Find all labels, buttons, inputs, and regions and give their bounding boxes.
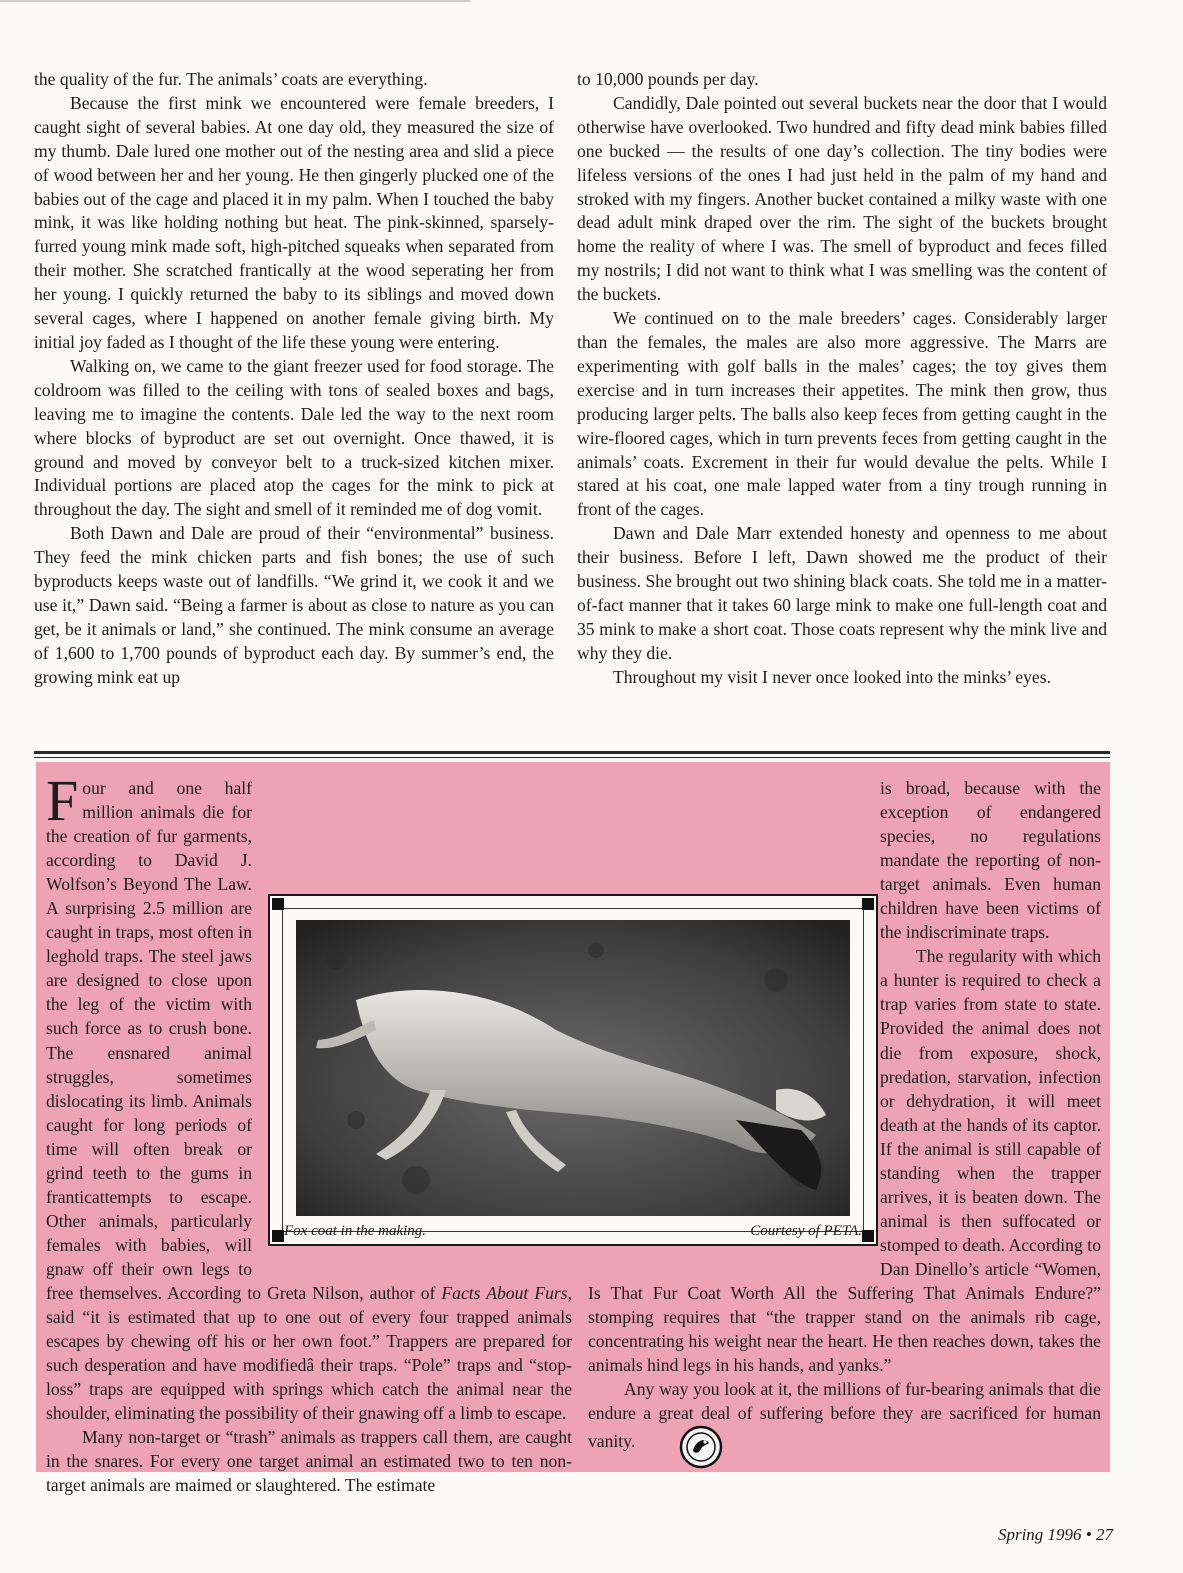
article-paragraph: Candidly, Dale pointed out several buckets near the door that I would otherwise have overlooked. Two hundred and fifty dead mink babies filled one bucked — the results of one day’s collection. The tiny bodies were lifeless versions of the ones I had just held in the palm of my hand and stroked with my fingers. Another bucket contained a milky waste with one dead adult mink draped over the rim. The sight of the buckets brought home the reality of where I was. The smell of byproduct and feces filled my nostrils; I did not want to think what I was smelling was the content of the buckets. (577, 92, 1107, 305)
article-column-left (34, 68, 554, 690)
article-paragraph: We continued on to the male breeders’ cages. Considerably larger than the females, the males are also more aggressive. The Marrs are experimenting with golf balls in the males’ cages; the toy gives them exercise and in turn increases their appetites. The mink then grow, thus producing larger pelts. The balls also keep feces from getting caught in the wire-floored cages, which in turn prevents feces from getting caught in the animals’ coats. Excrement in their fur would devalue the pelts. While I stared at his coat, one male lapped water from a tiny trough running in front of the cages. (577, 308, 1107, 520)
article-paragraph: the quality of the fur. The animals’ coats are everything. (34, 69, 428, 89)
frame-corner-ornament (272, 898, 284, 910)
sidebar-paragraph: Many non-target or “trash” animals as trappers call them, are caught in the snares. For every one target animal an estimated two to ten non-target animals are maimed or slaughtered. The estimate (46, 1427, 572, 1496)
magazine-logo-icon (643, 1425, 687, 1469)
article-paragraph: Both Dawn and Dale are proud of their “environmental” business. They feed the mink chicken parts and fish bones; the use of such byproducts keeps waste out of landfills. “We grind it, we cook it and we use it,” Dawn said. “Being a farmer is about as close to nature as you can get, be it animals or land,” she continued. The mink consume an average of 1,600 to 1,700 pounds of byproduct each day. By summer’s end, the growing mink eat up (34, 523, 554, 687)
article-paragraph: Dawn and Dale Marr extended honesty and openness to me about their business. Before I left, Dawn showed me the product of their business. She brought out two shining black coats. She told me in a matter-of-fact manner that it takes 60 large mink to make one full-length coat and 35 mink to make a short coat. Those coats represent why the mink live and why they die. (577, 523, 1107, 663)
frame-corner-ornament (862, 1230, 874, 1242)
drop-cap: F (46, 768, 79, 833)
sidebar-text: Any way you look at it, the millions of fur-bearing animals that die endure a great deal of suffering before they are sacrificed for human vanity. (588, 1379, 1101, 1452)
article-column-right (577, 68, 1107, 690)
article-paragraph: Because the first mink we encountered were female breeders, I caught sight of several babies. At one day old, they measured the size of my thumb. Dale lured one mother out of the nesting area and slid a piece of wood between her and her young. He then gingerly plucked one of the babies out of the cage and placed it in my palm. When I touched the baby mink, it was like holding nothing but heat. The pink-skinned, sparsely-furred young mink made soft, high-pitched squeaks when separated from their mother. She scratched frantically at the wood seperating her from her young. I quickly returned the baby to its siblings and moved down several cages, where I happened on another female giving birth. My initial joy faded as I thought of the life these young were entering. (34, 92, 554, 352)
article-paragraph: to 10,000 pounds per day. (577, 69, 759, 89)
frame-corner-ornament (862, 898, 874, 910)
section-divider (34, 751, 1110, 754)
article-paragraph: Throughout my visit I never once looked into the minks’ eyes. (613, 666, 1051, 687)
sidebar-paragraph (588, 1377, 1101, 1469)
sidebar-paragraph: The regularity with which a hunter is required to check a trap varies from state to state. Provided the animal does not die from exposure, shock, predation, starvation, infection or dehydration, it will meet death at the hands of its captor. If the animal is still capable of standing when the trapper arrives, it is beaten down. The animal is then suffocated or stomped to death. According to Dan Dinello’s article “Women, Is That Fur Coat Worth All the Suffering That Animals Endure?” stomping requires that “the trapper stand on the animals rib cage, concentrating his weight near the heart. He then reaches down, takes the animals hind legs in his hands, and yanks.” (588, 946, 1101, 1376)
sidebar-paragraph: is broad, because with the exception of endangered species, no regulations mandate the reporting of non-target animals. Even human children have been victims of the indiscriminate traps. (880, 778, 1101, 943)
section-divider-thin (34, 757, 1110, 758)
page-footer: Spring 1996 • 27 (997, 1525, 1113, 1544)
top-edge-line (0, 0, 470, 2)
sidebar-text: , said “it is estimated that up to one out of every four trapped animals escapes by chewing off his or her own foot.” Trappers are prepared for such desperation and have modifiedâ their traps. “Pole” traps and “stop-loss” traps are equipped with springs which catch the animal near the shoulder, eliminating the possibility of their gnawing off a limb to escape. (46, 1282, 572, 1424)
skinned-fox-photo (296, 920, 850, 1216)
fur-trapping-sidebar (36, 762, 1110, 1496)
photo-credit: Courtesy of PETA. (750, 1223, 862, 1239)
photo-caption: Fox coat in the making. (284, 1223, 427, 1239)
frame-corner-ornament (272, 1230, 284, 1242)
sidebar-text: our and one half million animals die for the creation of fur garments, according to David J. Wolfson’s Beyond The Law. A surprising 2.5 million are caught in traps, most often in leghold traps. The steel jaws are designed to close upon the leg of the victim with such force as to crush bone. The ensnared animal struggles, sometimes dislocating its limb. Animals caught for long periods of time will often break or grind teeth to the gums in franticattempts to escape. Other animals, particularly females with babies, will gnaw off their own legs to free themselves. According to Greta Nilson, author of (46, 778, 442, 1303)
photo-frame (268, 894, 878, 1246)
article-paragraph: Walking on, we came to the giant freezer used for food storage. The coldroom was filled to the ceiling with tons of sealed boxes and bags, leaving me to imagine the contents. Dale led the way to the next room where blocks of byproduct are set out overnight. Once thawed, it is ground and moved by conveyor belt to a truck-sized kitchen mixer. Individual portions are placed atop the cages for the mink to pick at throughout the day. The sight and smell of it reminded me of dog vomit. (34, 355, 554, 520)
book-title: Facts About Furs (441, 1282, 568, 1303)
